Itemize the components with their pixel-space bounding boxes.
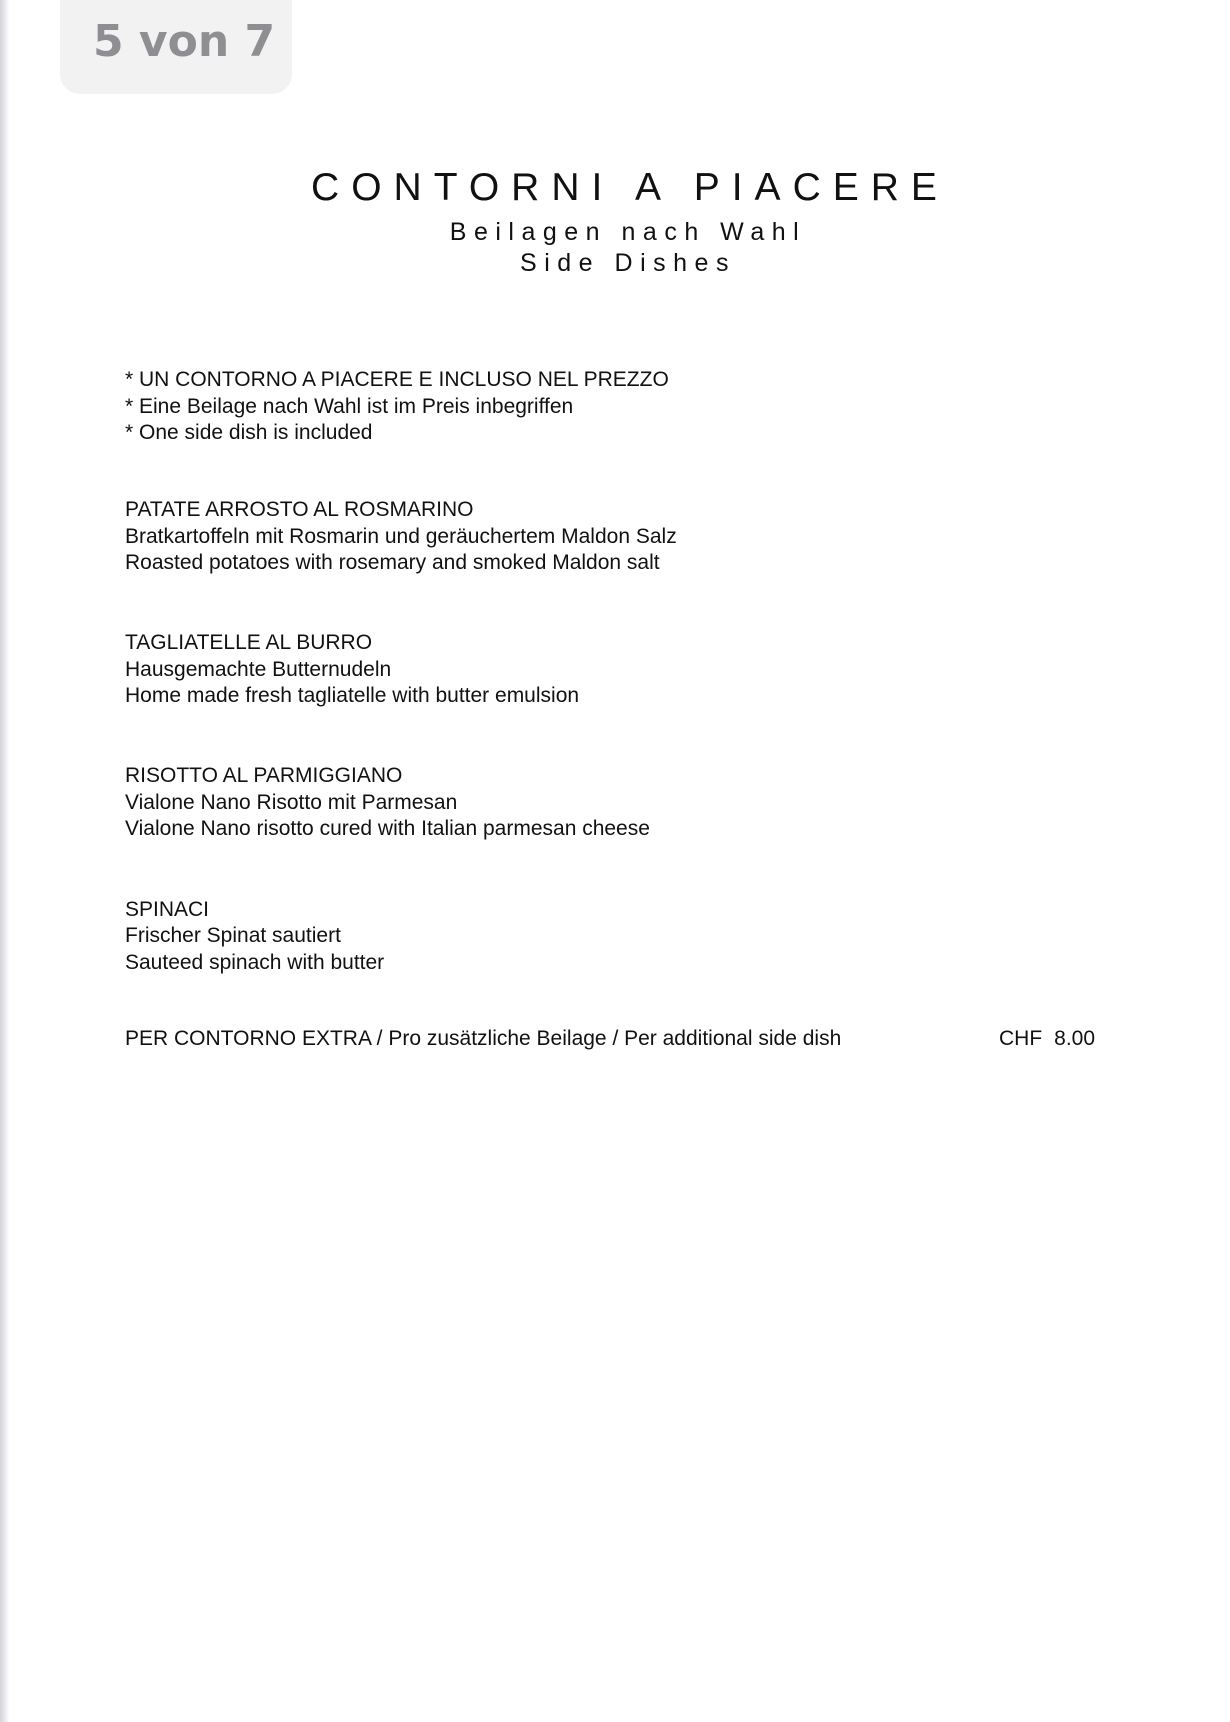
price-amount: 8.00 [1054, 1027, 1096, 1050]
dish-description-english: Home made fresh tagliatelle with butter emulsion [125, 684, 580, 707]
page-indicator [60, 0, 292, 94]
notice-line-english: * One side dish is included [125, 421, 373, 444]
menu-subtitle-german: Beilagen nach Wahl [449, 218, 807, 246]
dish-description-english: Roasted potatoes with rosemary and smoked Maldon salt [125, 551, 660, 574]
dish-name: SPINACI [125, 898, 210, 921]
price-currency: CHF [999, 1027, 1043, 1050]
page-indicator-label: 5 von 7 [93, 16, 276, 67]
dish-description-german: Hausgemachte Butternudeln [125, 658, 392, 681]
dish-description-german: Vialone Nano Risotto mit Parmesan [125, 791, 458, 814]
dish-name: RISOTTO AL PARMIGGIANO [125, 764, 403, 787]
dish-description-english: Sauteed spinach with butter [125, 951, 385, 974]
dish-description-english: Vialone Nano risotto cured with Italian parmesan cheese [125, 817, 650, 840]
menu-title: CONTORNI A PIACERE [311, 166, 949, 209]
dish-description-german: Frischer Spinat sautiert [125, 924, 341, 947]
dish-name: PATATE ARROSTO AL ROSMARINO [125, 498, 474, 521]
dish-description-german: Bratkartoffeln mit Rosmarin und geräuchertem Maldon Salz [125, 525, 677, 548]
notice-line-italian: * UN CONTORNO A PIACERE E INCLUSO NEL PREZZO [125, 368, 669, 391]
extra-side-dish-price [999, 1025, 1095, 1052]
dish-name: TAGLIATELLE AL BURRO [125, 631, 373, 654]
extra-side-dish-label: PER CONTORNO EXTRA / Pro zusätzliche Beilage / Per additional side dish [125, 1027, 842, 1050]
menu-subtitle-english: Side Dishes [520, 249, 736, 277]
notice-line-german: * Eine Beilage nach Wahl ist im Preis inbegriffen [125, 395, 574, 418]
